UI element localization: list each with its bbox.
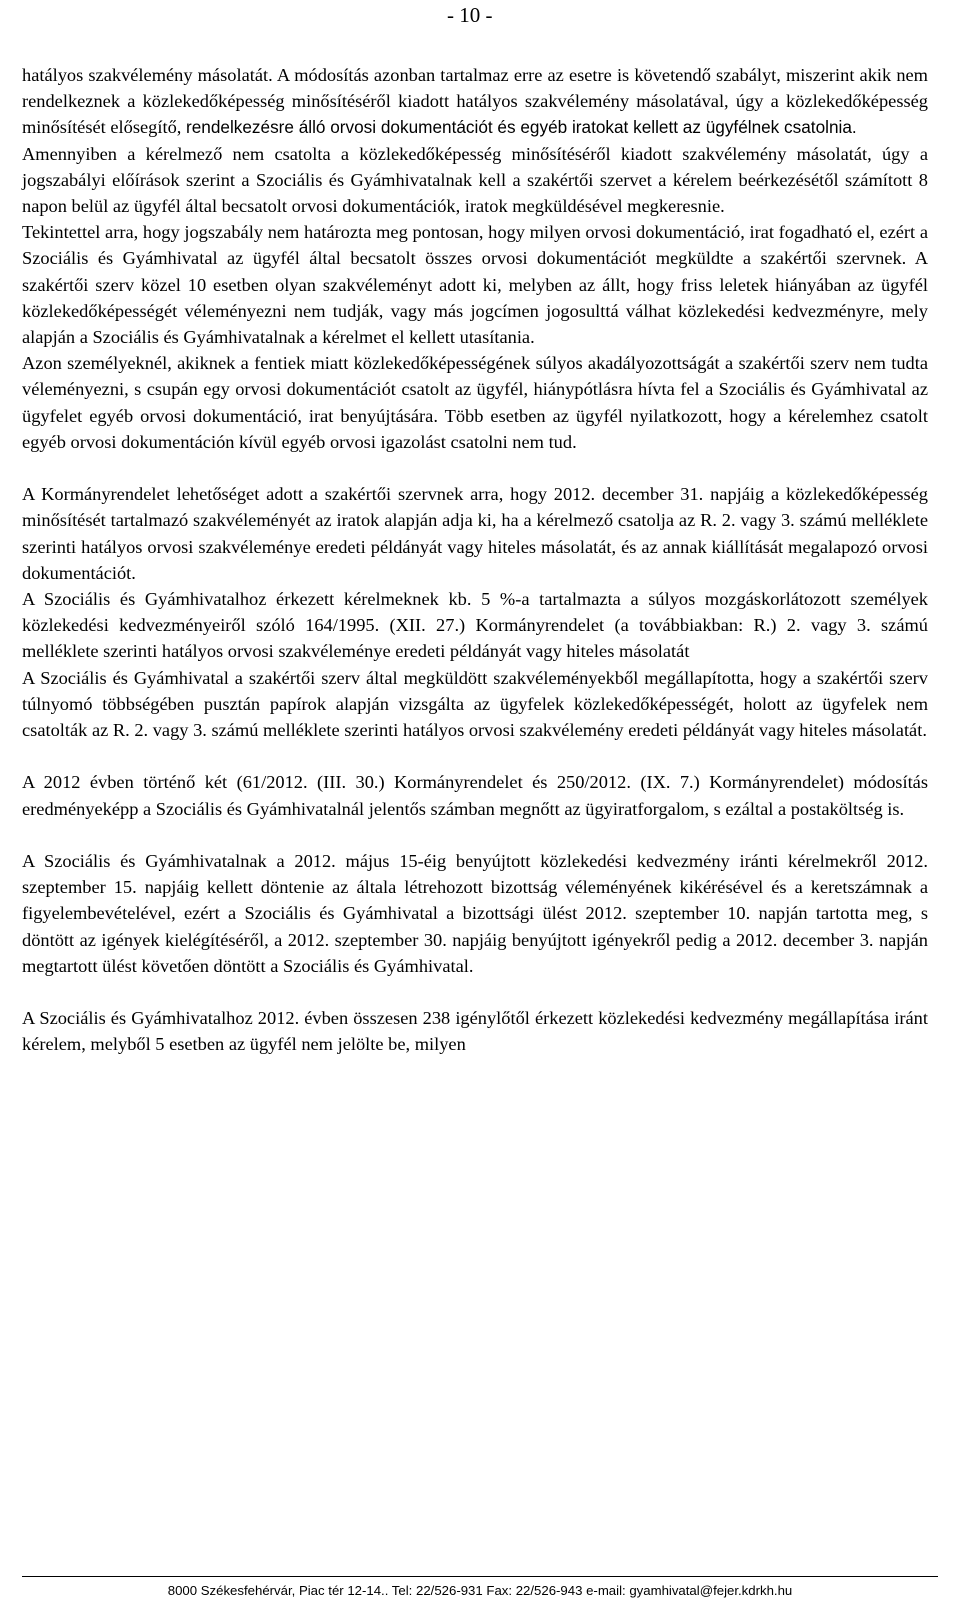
paragraph-text: hatályos szakvélemény másolatát. A módosítás azonban tartalmaz erre az esetre is követendő szabályt, miszerint akik nem rendelkeznek a közlekedőképesség minősítéséről kiadott hatályos szakvélemény másolatával, úgy a közlekedőképesség minősítését elősegítő, [22, 65, 928, 138]
paragraph-text-sans: rendelkezésre álló orvosi dokumentációt és egyéb iratokat kellett az ügyfélnek csatolnia. [185, 117, 857, 138]
paragraph [22, 62, 928, 141]
footer-contact: 8000 Székesfehérvár, Piac tér 12-14.. Tel: 22/526-931 Fax: 22/526-943 e-mail: gyamhivatal@fejer.kdrkh.hu [167, 1583, 793, 1598]
paragraph: A Szociális és Gyámhivatal a szakértői szerv által megküldött szakvéleményekből megállapította, hogy a szakértői szerv túlnyomó többségében pusztán papírok alapján vizsgálta az ügyfelek közlekedőképességét, holott az ügyfelek nem csatolták az R. 2. vagy 3. számú melléklete szerinti hatályos orvosi szakvélemény eredeti példányát vagy hiteles másolatát. [22, 667, 928, 741]
paragraph: A Szociális és Gyámhivatalnak a 2012. május 15-éig benyújtott közlekedési kedvezmény iránti kérelmekről 2012. szeptember 15. napjáig kellett döntenie az általa létrehozott bizottság véleményének kikérésével és a keretszámnak a figyelembevételével, ezért a Szociális és Gyámhivatal a bizottsági ülést 2012. szeptember 10. napján tartotta meg, s döntött az igények kielégítéséről, a 2012. szeptember 30. napjáig benyújtott igényekről pedig a 2012. december 3. napján megtartott ülést követően döntött a Szociális és Gyámhivatal. [22, 851, 928, 976]
paragraph: Azon személyeknél, akiknek a fentiek miatt közlekedőképességének súlyos akadályozottságát a szakértői szerv nem tudta véleményezni, s csupán egy orvosi dokumentációt csatolt az ügyfél, hiánypótlásra hívta fel a Szociális és Gyámhivatal az ügyfelet egyéb orvosi dokumentáció, irat benyújtására. Több esetben az ügyfél nyilatkozott, hogy a kérelemhez csatolt egyéb orvosi dokumentáción kívül egyéb orvosi igazolást csatolni nem tud. [22, 353, 928, 452]
paragraph: A 2012 évben történő két (61/2012. (III. 30.) Kormányrendelet és 250/2012. (IX. 7.) Kormányrendelet) módosítás eredményeképp a Szociális és Gyámhivatalnál jelentős számban megnőtt az ügyiratforgalom, s ezáltal a postaköltség is. [22, 772, 928, 819]
paragraph: Amennyiben a kérelmező nem csatolta a közlekedőképesség minősítéséről kiadott szakvélemény másolatát, úgy a jogszabályi előírások szerint a Szociális és Gyámhivatalnak kell a szakértői szervet a kérelem beérkezésétől számított 8 napon belül az ügyfél által becsatolt orvosi dokumentációk, iratok megküldésével megkeresnie. [22, 143, 928, 217]
paragraph: A Szociális és Gyámhivatalhoz 2012. évben összesen 238 igénylőtől érkezett közlekedési kedvezmény megállapítása iránt kérelem, melyből 5 esetben az ügyfél nem jelölte be, milyen [22, 1008, 928, 1055]
page-number: - 10 - [447, 3, 493, 27]
paragraph: Tekintettel arra, hogy jogszabály nem határozta meg pontosan, hogy milyen orvosi dokumentáció, irat fogadható el, ezért a Szociális és Gyámhivatal az ügyfél által becsatolt összes orvosi dokumentációt megküldte a szakértői szervnek. A szakértői szerv közel 10 esetben olyan szakvéleményt adott ki, melyben az állt, hogy friss leletek hiányában az ügyfél közlekedőképességét véleményezni nem tudják, vagy más jogcímen jogosulttá válhat közlekedési kedvezményre, mely alapján a Szociális és Gyámhivatalnak a kérelmet el kellett utasítania. [22, 222, 928, 348]
footer-divider [22, 1576, 938, 1577]
document-body [22, 62, 928, 1058]
paragraph: A Szociális és Gyámhivatalhoz érkezett kérelmeknek kb. 5 %-a tartalmazta a súlyos mozgáskorlátozott személyek közlekedési kedvezményeiről szóló 164/1995. (XII. 27.) Kormányrendelet (a továbbiakban: R.) 2. vagy 3. számú melléklete szerinti hatályos orvosi szakvéleménye eredeti példányát vagy hiteles másolatát [22, 589, 928, 662]
paragraph: A Kormányrendelet lehetőséget adott a szakértői szervnek arra, hogy 2012. december 31. napjáig a közlekedőképesség minősítését tartalmazó szakvéleményét az iratok alapján adja ki, ha a kérelmező csatolja az R. 2. vagy 3. számú melléklete szerinti hatályos orvosi szakvéleménye eredeti példányát vagy hiteles másolatát, és az annak kiállítását megalapozó orvosi dokumentációt. [22, 484, 928, 583]
